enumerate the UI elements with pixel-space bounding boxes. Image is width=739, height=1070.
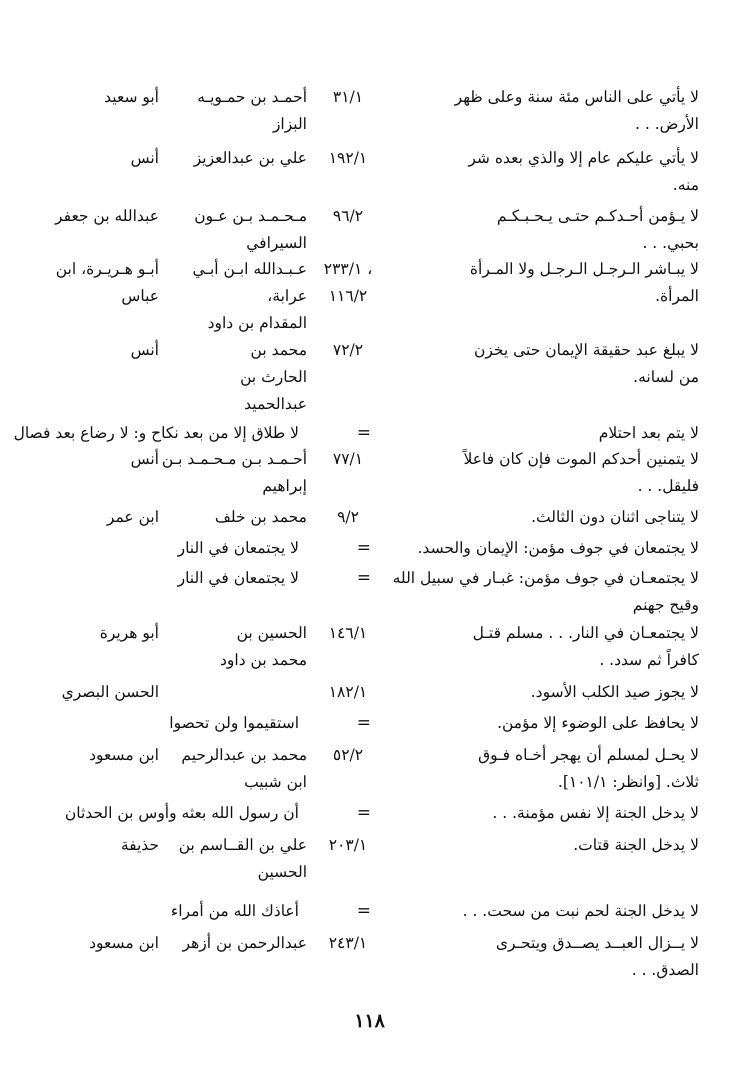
hadith-text [392, 565, 699, 619]
hadith-text-line: لا يأتي على الناس مئة سنة وعلى ظهر [454, 88, 699, 106]
companion-line: عبدالله بن جعفر [55, 207, 159, 225]
companion-line: ابن مسعود [89, 934, 159, 952]
hadith-text [399, 800, 699, 827]
narrator-line: الحسين بن [236, 624, 307, 642]
companion-line: أبو هريرة [99, 624, 159, 642]
hadith-text-line: الأرض. . . [634, 115, 699, 133]
narrator-line: الحارث بن [240, 368, 307, 386]
narrator [167, 337, 307, 418]
companion [0, 203, 159, 230]
companion [0, 832, 159, 859]
hadith-text-line: لا يجتمعـان في النار. . . مسلم قتـل [472, 624, 699, 642]
narrator [167, 256, 307, 337]
narrator-line: عـبـدالله ابـن أبـي [192, 260, 307, 278]
companion-line: حذيفة [120, 836, 159, 854]
ref-line: ١٨٢/١ [328, 683, 368, 701]
ref-line: ٣١/١ [332, 88, 364, 106]
hadith-text [399, 710, 699, 737]
hadith-text-line: لا يدخل الجنة قتات. [573, 836, 699, 854]
hadith-text-line: الصدق. . . [631, 961, 699, 979]
ref-line: ١١٦/٢ [328, 287, 368, 305]
cross-reference: استقيموا ولن تحصوا [169, 714, 299, 732]
hadith-text-line: من لسانه. [633, 368, 699, 386]
companion-line: أنس [130, 149, 159, 167]
narrator [167, 930, 307, 957]
volume-page-ref [307, 84, 389, 111]
ref-line: ١٩٢/١ [328, 149, 368, 167]
ref-line: ٥٢/٢ [332, 746, 364, 764]
companion [0, 145, 159, 172]
companion [0, 742, 159, 769]
hadith-text-line: لا يجتمعان في جوف مؤمن: الإيمان والحسد. [417, 539, 699, 557]
hadith-text-line: لا يتمنين أحدكم الموت فإن كان فاعلاً [463, 450, 699, 468]
equals-sign: = [356, 538, 371, 558]
ref-line: ٩/٢ [337, 508, 359, 526]
hadith-text [399, 420, 699, 447]
cross-reference: لا طلاق إلا من بعد نكاح و: لا رضاع بعد فصال [13, 424, 299, 442]
volume-page-ref [307, 504, 389, 531]
hadith-text [399, 203, 699, 257]
companion [0, 504, 159, 531]
hadith-text-line: لا يجتمعـان في جوف مؤمن: غبـار في سبيل الله [392, 569, 699, 587]
hadith-text-line: لا يــزال العبــد يصــدق ويتحـرى [495, 934, 699, 952]
narrator-line: أحمـد بن حمـويـه [197, 88, 307, 106]
narrator-line: عبدالرحمن بن أزهر [182, 934, 307, 952]
volume-page-ref [307, 679, 389, 706]
narrator-line: عرابة، [267, 287, 307, 305]
volume-page-ref [307, 337, 389, 364]
equals-sign: = [356, 713, 371, 733]
equals-sign: = [356, 568, 371, 588]
ref-line: ١٤٦/١ [328, 624, 368, 642]
hadith-text-line: لا يدخل الجنة لحم نبت من سحت. . . [462, 902, 699, 920]
ref-line: ٩٦/٢ [332, 207, 364, 225]
volume-page-ref [307, 145, 389, 172]
hadith-text-line: بحبي. . . [642, 234, 699, 252]
companion [0, 337, 159, 364]
volume-page-ref [307, 832, 389, 859]
hadith-text-line: ثلاث. [وانظر: ١٠١/١]. [557, 773, 699, 791]
narrator [167, 620, 307, 674]
narrator-line: محمد بن [250, 341, 307, 359]
cross-reference: لا يجتمعان في النار [177, 569, 299, 587]
hadith-text-line: لا يبلغ عبد حقيقة الإيمان حتى يخزن [473, 341, 699, 359]
volume-page-ref [307, 446, 389, 473]
narrator-line: عبدالحميد [244, 395, 307, 413]
companion [0, 256, 159, 310]
companion-line: أبو سعيد [104, 88, 159, 106]
hadith-text-line: المرأة. [655, 287, 699, 305]
hadith-text [399, 742, 699, 796]
ref-line: ٢٤٣/١ [328, 934, 368, 952]
hadith-text [399, 930, 699, 984]
narrator-line: البزاز [272, 115, 307, 133]
companion [0, 446, 159, 473]
equals-sign: = [356, 901, 371, 921]
narrator-line: ابن شبيب [244, 773, 307, 791]
ref-line: ٧٢/٢ [332, 341, 364, 359]
narrator [167, 742, 307, 796]
volume-page-ref [307, 930, 389, 957]
hadith-text-line: وقيح جهنم [632, 596, 699, 614]
hadith-text-line: لا يحـل لمسلم أن يهجر أخـاه فـوق [478, 746, 699, 764]
volume-page-ref [307, 203, 389, 230]
volume-page-ref [307, 742, 389, 769]
narrator-line: المقدام بن داود [207, 314, 307, 332]
hadith-text-line: فليقل. . . [637, 477, 699, 495]
hadith-text [399, 446, 699, 500]
companion-line: أنس [130, 341, 159, 359]
hadith-text [399, 145, 699, 199]
hadith-text [399, 84, 699, 138]
ref-line: ٧٧/١ [332, 450, 364, 468]
cross-reference: أن رسول الله بعثه وأوس بن الحدثان [64, 804, 299, 822]
companion-line: عباس [121, 287, 159, 305]
hadith-text [399, 679, 699, 706]
narrator-line: علي بن القــاسم بن [178, 836, 307, 854]
page-number: ١١٨ [354, 1010, 385, 1032]
hadith-text [399, 337, 699, 391]
narrator-line: محمد بن داود [220, 651, 307, 669]
volume-page-ref [307, 256, 389, 310]
companion [0, 84, 159, 111]
hadith-text-line: لا يحافظ على الوضوء إلا مؤمن. [497, 714, 699, 732]
hadith-text [399, 832, 699, 859]
hadith-text-line: كافراً ثم سدد. . [599, 651, 699, 669]
hadith-text [399, 504, 699, 531]
companion-line: أبـو هـريـرة، ابن [55, 260, 159, 278]
hadith-text-line: لا يتناجى اثنان دون الثالث. [531, 508, 699, 526]
narrator [167, 84, 307, 138]
companion-line: الحسن البصري [61, 683, 159, 701]
equals-sign: = [356, 423, 371, 443]
narrator [161, 446, 307, 500]
hadith-text-line: لا يتم بعد احتلام [598, 424, 699, 442]
narrator [167, 832, 307, 886]
ref-line: ٢٣٣/١ ، [323, 260, 373, 278]
cross-reference: لا يجتمعان في النار [177, 539, 299, 557]
narrator-line: إبراهيم [262, 477, 307, 495]
hadith-text [399, 898, 699, 925]
narrator-line: الحسين [257, 863, 307, 881]
companion-line: ابن عمر [106, 508, 159, 526]
hadith-text-line: لا يـؤمن أحـدكـم حتـى يـحـبـكـم [496, 207, 699, 225]
hadith-text [399, 535, 699, 562]
cross-reference: أعاذك الله من أمراء [170, 902, 299, 920]
hadith-text-line: لا يدخل الجنة إلا نفس مؤمنة. . . [492, 804, 699, 822]
narrator [167, 145, 307, 172]
narrator-line: محمد بن خلف [214, 508, 307, 526]
narrator-line: علي بن عبدالعزيز [193, 149, 307, 167]
hadith-text-line: منه. [672, 176, 699, 194]
hadith-text [399, 256, 699, 310]
narrator [167, 203, 307, 257]
companion-line: ابن مسعود [89, 746, 159, 764]
volume-page-ref [307, 620, 389, 647]
narrator-line: السيرافي [246, 234, 307, 252]
hadith-text-line: لا يأتي عليكم عام إلا والذي بعده شر [468, 149, 699, 167]
companion-line: أنس [130, 450, 159, 468]
companion [0, 620, 159, 647]
narrator-line: مـحـمـد بـن عـون [194, 207, 307, 225]
companion [0, 930, 159, 957]
ref-line: ٢٠٣/١ [328, 836, 368, 854]
narrator-line: أحـمـد بـن مـحـمـد بـن [161, 450, 307, 468]
hadith-text [399, 620, 699, 674]
companion [0, 679, 159, 706]
narrator-line: محمد بن عبدالرحيم [181, 746, 307, 764]
equals-sign: = [356, 803, 371, 823]
hadith-text-line: لا يبـاشر الـرجـل الـرجـل ولا المـرأة [469, 260, 699, 278]
hadith-text-line: لا يجوز صيد الكلب الأسود. [530, 683, 699, 701]
narrator [167, 504, 307, 531]
